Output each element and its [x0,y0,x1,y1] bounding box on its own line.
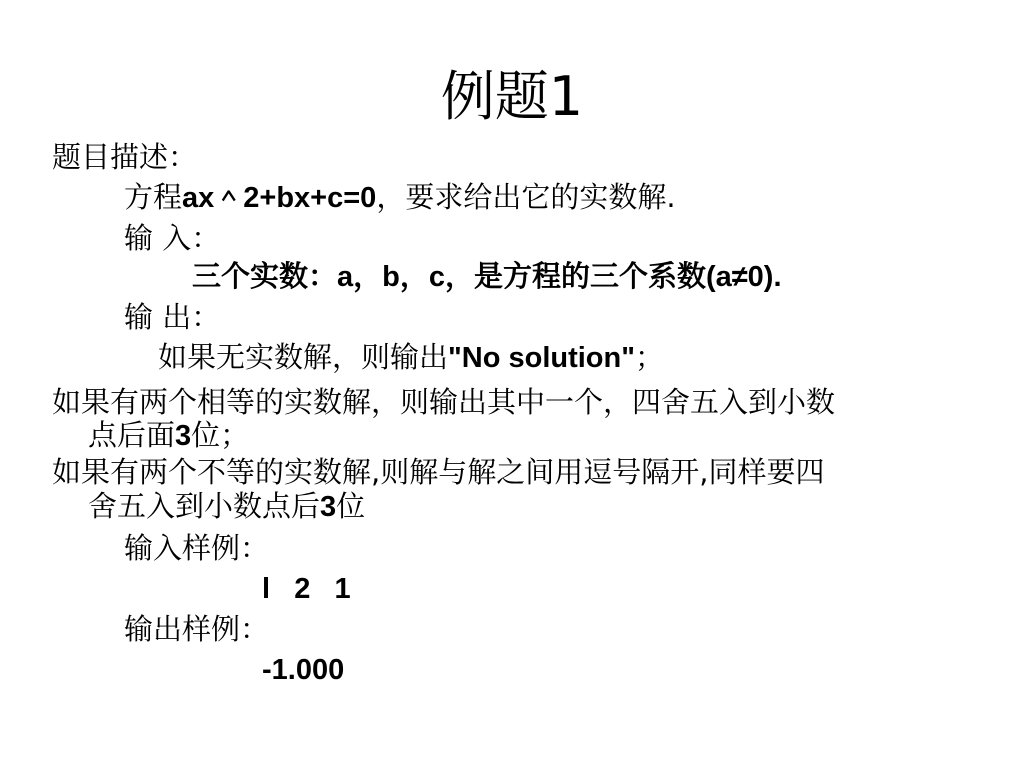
sample-input-value: l 2 1 [262,573,351,605]
equation-suffix: ，要求给出它的实数解. [376,180,676,214]
distinct-roots-line-2 [88,489,365,524]
no-solution-output: "No solution" [448,342,635,374]
equation-text: ax＾2+bx+c=0 [182,182,377,214]
problem-description-heading: 题目描述： [52,140,198,174]
input-description: 三个实数：a，b，c，是方程的三个系数(a≠0). [192,261,782,293]
no-solution-prefix: 如果无实数解，则输出 [158,340,449,374]
distinct-roots-prefix: 舍五入到小数点后 [88,489,321,523]
distinct-roots-suffix: 位 [336,489,366,523]
equation-line [124,180,676,215]
distinct-roots-digits: 3 [320,491,337,523]
equal-roots-prefix: 点后面 [88,418,176,452]
equal-roots-suffix: 位； [191,418,250,452]
sample-output-heading: 输出样例： [124,612,270,646]
equation-prefix: 方程 [124,180,183,214]
equal-roots-digits: 3 [175,420,192,452]
sample-input-heading: 输入样例： [124,531,270,565]
no-solution-line [158,340,664,375]
slide-title: 例题1 [440,65,584,128]
equal-roots-line-1: 如果有两个相等的实数解，则输出其中一个，四舍五入到小数 [52,385,836,419]
sample-output-value: -1.000 [262,654,345,686]
no-solution-suffix: ； [635,340,665,374]
output-heading: 输 出： [124,300,221,334]
input-heading: 输 入： [124,221,221,255]
equal-roots-line-2 [88,418,249,453]
distinct-roots-line-1: 如果有两个不等的实数解,则解与解之间用逗号隔开,同样要四 [52,455,825,489]
